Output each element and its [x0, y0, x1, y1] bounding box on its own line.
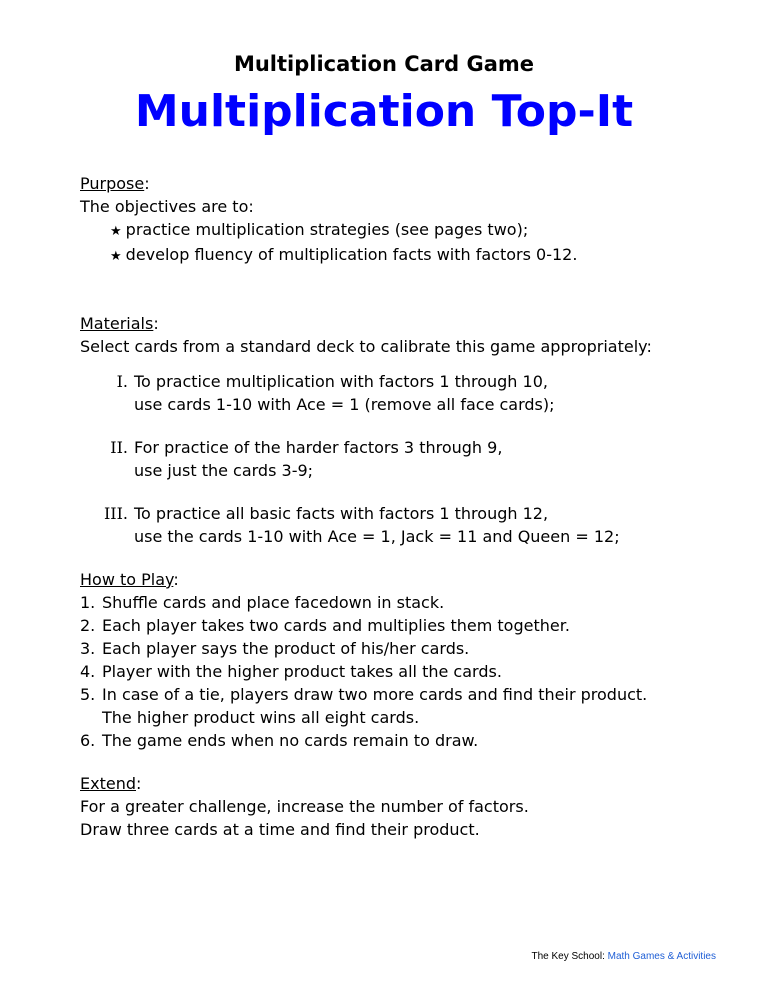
option-text [134, 502, 620, 548]
page-footer [531, 951, 716, 962]
purpose-bullet [80, 218, 720, 243]
extend-line: For a greater challenge, increase the number of factors. [80, 797, 529, 816]
option-numeral: III. [103, 504, 128, 523]
option-line: use just the cards 3-9; [134, 461, 314, 480]
step-number: 6. [80, 731, 96, 750]
step-number: 3. [80, 639, 96, 658]
step-item [80, 637, 720, 660]
star-icon: ★ [110, 224, 122, 239]
step-item [80, 729, 720, 752]
extend-line: Draw three cards at a time and find their product. [80, 820, 480, 839]
step-item [80, 614, 720, 637]
step-item [80, 591, 720, 614]
option-text [134, 436, 502, 482]
step-number: 4. [80, 662, 96, 681]
extend-section [80, 772, 720, 841]
step-item [80, 683, 720, 729]
materials-heading: Materials [80, 314, 154, 333]
how-to-play-section [80, 568, 720, 752]
materials-options [80, 370, 720, 548]
purpose-section [80, 172, 720, 268]
step-number: 1. [80, 593, 96, 612]
step-number: 2. [80, 616, 96, 635]
step-item [80, 660, 720, 683]
step-text: Each player takes two cards and multiplies them together. [102, 616, 570, 635]
materials-section [80, 312, 720, 548]
step-continuation: The higher product wins all eight cards. [102, 708, 420, 727]
how-to-play-heading-line: How to Play: [80, 570, 179, 589]
option-line: For practice of the harder factors 3 through 9, [134, 438, 503, 457]
purpose-heading-line: Purpose: [80, 174, 150, 193]
option-line: To practice multiplication with factors 1 through 10, [134, 372, 548, 391]
extend-heading: Extend [80, 774, 136, 793]
page-subtitle: Multiplication Card Game [233, 52, 535, 76]
step-text: Shuffle cards and place facedown in stack. [102, 593, 445, 612]
material-option [80, 502, 720, 548]
purpose-heading: Purpose [80, 174, 145, 193]
materials-intro: Select cards from a standard deck to calibrate this game appropriately: [80, 337, 652, 356]
materials-heading-line: Materials: [80, 314, 159, 333]
purpose-intro: The objectives are to: [80, 197, 254, 216]
footer-prefix: The Key School: [531, 951, 608, 962]
step-text: In case of a tie, players draw two more cards and find their product. [102, 685, 648, 704]
extend-heading-line: Extend: [80, 774, 142, 793]
option-line: To practice all basic facts with factors 1 through 12, [134, 504, 549, 523]
option-numeral: II. [110, 438, 128, 457]
document-body [80, 172, 720, 841]
page-title: Multiplication Top-It [134, 86, 634, 137]
option-text [134, 370, 555, 416]
option-numeral: I. [116, 372, 128, 391]
material-option [80, 370, 720, 416]
purpose-bullet-text: develop fluency of multiplication facts with factors 0-12. [125, 245, 578, 264]
purpose-bullet [80, 243, 720, 268]
step-text: Each player says the product of his/her cards. [102, 639, 470, 658]
purpose-bullet-text: practice multiplication strategies (see pages two); [125, 220, 529, 239]
footer-link[interactable]: Math Games & Activities [607, 951, 716, 962]
step-text: Player with the higher product takes all the cards. [102, 662, 502, 681]
option-line: use cards 1-10 with Ace = 1 (remove all face cards); [134, 395, 555, 414]
how-to-play-heading: How to Play [80, 570, 174, 589]
step-text: The game ends when no cards remain to draw. [102, 731, 479, 750]
option-line: use the cards 1-10 with Ace = 1, Jack = 11 and Queen = 12; [134, 527, 620, 546]
material-option [80, 436, 720, 482]
step-number: 5. [80, 685, 96, 704]
star-icon: ★ [110, 249, 122, 264]
